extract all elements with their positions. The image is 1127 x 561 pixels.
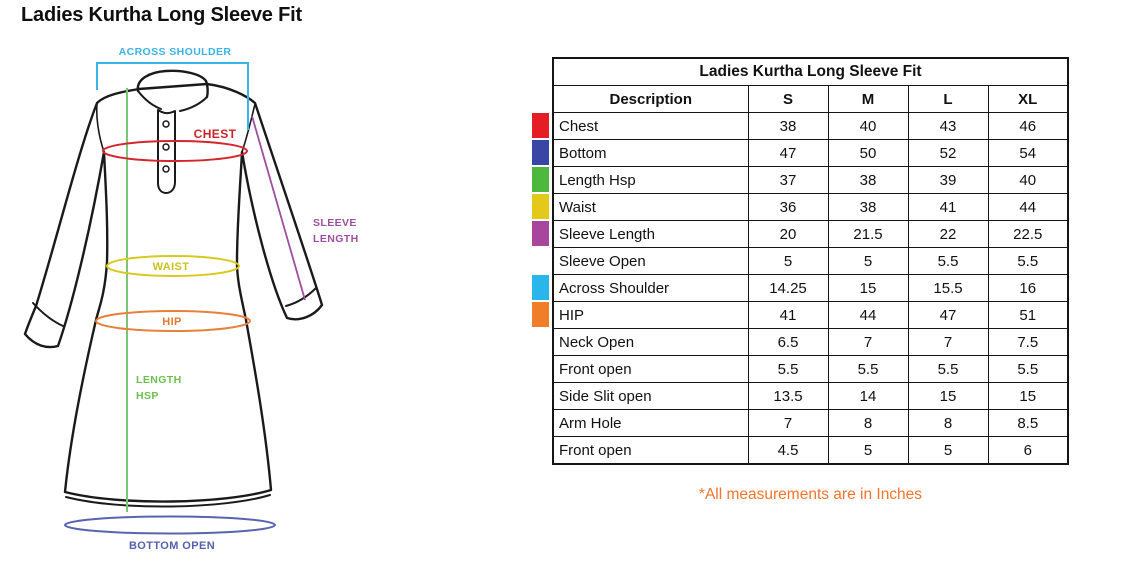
cell-value: 4.5	[748, 437, 828, 465]
cell-value: 51	[988, 302, 1068, 329]
hip-label: HIP	[162, 316, 182, 328]
measurements-note: *All measurements are in Inches	[698, 486, 923, 503]
table-row	[553, 248, 1068, 275]
cell-value: 40	[988, 167, 1068, 194]
cell-value: 5.5	[908, 356, 988, 383]
row-label: Waist	[553, 194, 748, 221]
color-swatch-hip	[532, 302, 549, 327]
row-label: Neck Open	[553, 329, 748, 356]
table-title-row	[553, 58, 1068, 86]
chest-label: CHEST	[193, 127, 237, 141]
cell-value: 22	[908, 221, 988, 248]
row-label: Side Slit open	[553, 383, 748, 410]
bottom-open-label: BOTTOM OPEN	[128, 540, 216, 552]
cell-value: 5	[828, 437, 908, 465]
cell-value: 15	[908, 383, 988, 410]
column-header-l: L	[908, 86, 988, 113]
bottom-open-ellipse	[65, 517, 275, 534]
column-header-s: S	[748, 86, 828, 113]
cell-value: 5.5	[988, 248, 1068, 275]
row-label: Chest	[553, 113, 748, 140]
cell-value: 22.5	[988, 221, 1068, 248]
cell-value: 43	[908, 113, 988, 140]
color-swatch-bottom	[532, 140, 549, 165]
button-2	[163, 144, 169, 150]
cell-value: 50	[828, 140, 908, 167]
cell-value: 54	[988, 140, 1068, 167]
table-row	[553, 329, 1068, 356]
row-label: Across Shoulder	[553, 275, 748, 302]
table-row	[553, 437, 1068, 465]
row-label: Arm Hole	[553, 410, 748, 437]
cell-value: 38	[748, 113, 828, 140]
cell-value: 41	[748, 302, 828, 329]
cell-value: 7.5	[988, 329, 1068, 356]
column-header-description: Description	[553, 86, 748, 113]
sleeve-length-label-line1: SLEEVE	[313, 217, 357, 229]
cell-value: 47	[908, 302, 988, 329]
cell-value: 5.5	[908, 248, 988, 275]
color-swatch-chest	[532, 113, 549, 138]
table-row	[553, 194, 1068, 221]
table-row	[553, 275, 1068, 302]
cell-value: 44	[828, 302, 908, 329]
cell-value: 5	[748, 248, 828, 275]
cell-value: 6	[988, 437, 1068, 465]
cell-value: 44	[988, 194, 1068, 221]
color-swatch-length-hsp	[532, 167, 549, 192]
cell-value: 13.5	[748, 383, 828, 410]
length-hsp-label-line1: LENGTH	[136, 374, 182, 386]
cell-value: 6.5	[748, 329, 828, 356]
cell-value: 41	[908, 194, 988, 221]
cell-value: 15	[988, 383, 1068, 410]
table-header-row	[553, 86, 1068, 113]
table-row	[553, 221, 1068, 248]
cell-value: 5	[828, 248, 908, 275]
color-swatch-sleeve-length	[532, 221, 549, 246]
table-row	[553, 383, 1068, 410]
row-label: Front open	[553, 437, 748, 465]
cell-value: 14.25	[748, 275, 828, 302]
table-row	[553, 302, 1068, 329]
table-title: Ladies Kurtha Long Sleeve Fit	[553, 58, 1068, 86]
table-row	[553, 140, 1068, 167]
cell-value: 46	[988, 113, 1068, 140]
cell-value: 8	[908, 410, 988, 437]
cell-value: 40	[828, 113, 908, 140]
cell-value: 8.5	[988, 410, 1068, 437]
size-table-container	[532, 57, 1112, 504]
cell-value: 36	[748, 194, 828, 221]
cell-value: 5.5	[828, 356, 908, 383]
size-table	[552, 57, 1069, 465]
table-row	[553, 113, 1068, 140]
row-label: HIP	[553, 302, 748, 329]
cell-value: 20	[748, 221, 828, 248]
row-label: Length Hsp	[553, 167, 748, 194]
cell-value: 15	[828, 275, 908, 302]
row-label: Sleeve Length	[553, 221, 748, 248]
waist-label: WAIST	[152, 261, 190, 273]
button-1	[163, 121, 169, 127]
kurtha-diagram	[0, 0, 400, 561]
row-label: Front open	[553, 356, 748, 383]
page-title: Ladies Kurtha Long Sleeve Fit	[21, 4, 302, 26]
cell-value: 7	[828, 329, 908, 356]
column-header-xl: XL	[988, 86, 1068, 113]
cell-value: 52	[908, 140, 988, 167]
cell-value: 5.5	[988, 356, 1068, 383]
cell-value: 5	[908, 437, 988, 465]
row-label: Bottom	[553, 140, 748, 167]
cell-value: 5.5	[748, 356, 828, 383]
table-row	[553, 167, 1068, 194]
cell-value: 7	[908, 329, 988, 356]
cell-value: 15.5	[908, 275, 988, 302]
table-row	[553, 356, 1068, 383]
cell-value: 8	[828, 410, 908, 437]
cell-value: 38	[828, 194, 908, 221]
cell-value: 38	[828, 167, 908, 194]
row-label: Sleeve Open	[553, 248, 748, 275]
cell-value: 37	[748, 167, 828, 194]
cell-value: 21.5	[828, 221, 908, 248]
table-row	[553, 410, 1068, 437]
length-hsp-label-line2: HSP	[136, 390, 159, 402]
color-swatch-across-shoulder	[532, 275, 549, 300]
column-header-m: M	[828, 86, 908, 113]
cell-value: 14	[828, 383, 908, 410]
color-swatch-waist	[532, 194, 549, 219]
sleeve-length-label-line2: LENGTH	[313, 233, 359, 245]
cell-value: 39	[908, 167, 988, 194]
cell-value: 7	[748, 410, 828, 437]
cell-value: 16	[988, 275, 1068, 302]
across-shoulder-label: ACROSS SHOULDER	[118, 46, 232, 58]
button-3	[163, 166, 169, 172]
cell-value: 47	[748, 140, 828, 167]
